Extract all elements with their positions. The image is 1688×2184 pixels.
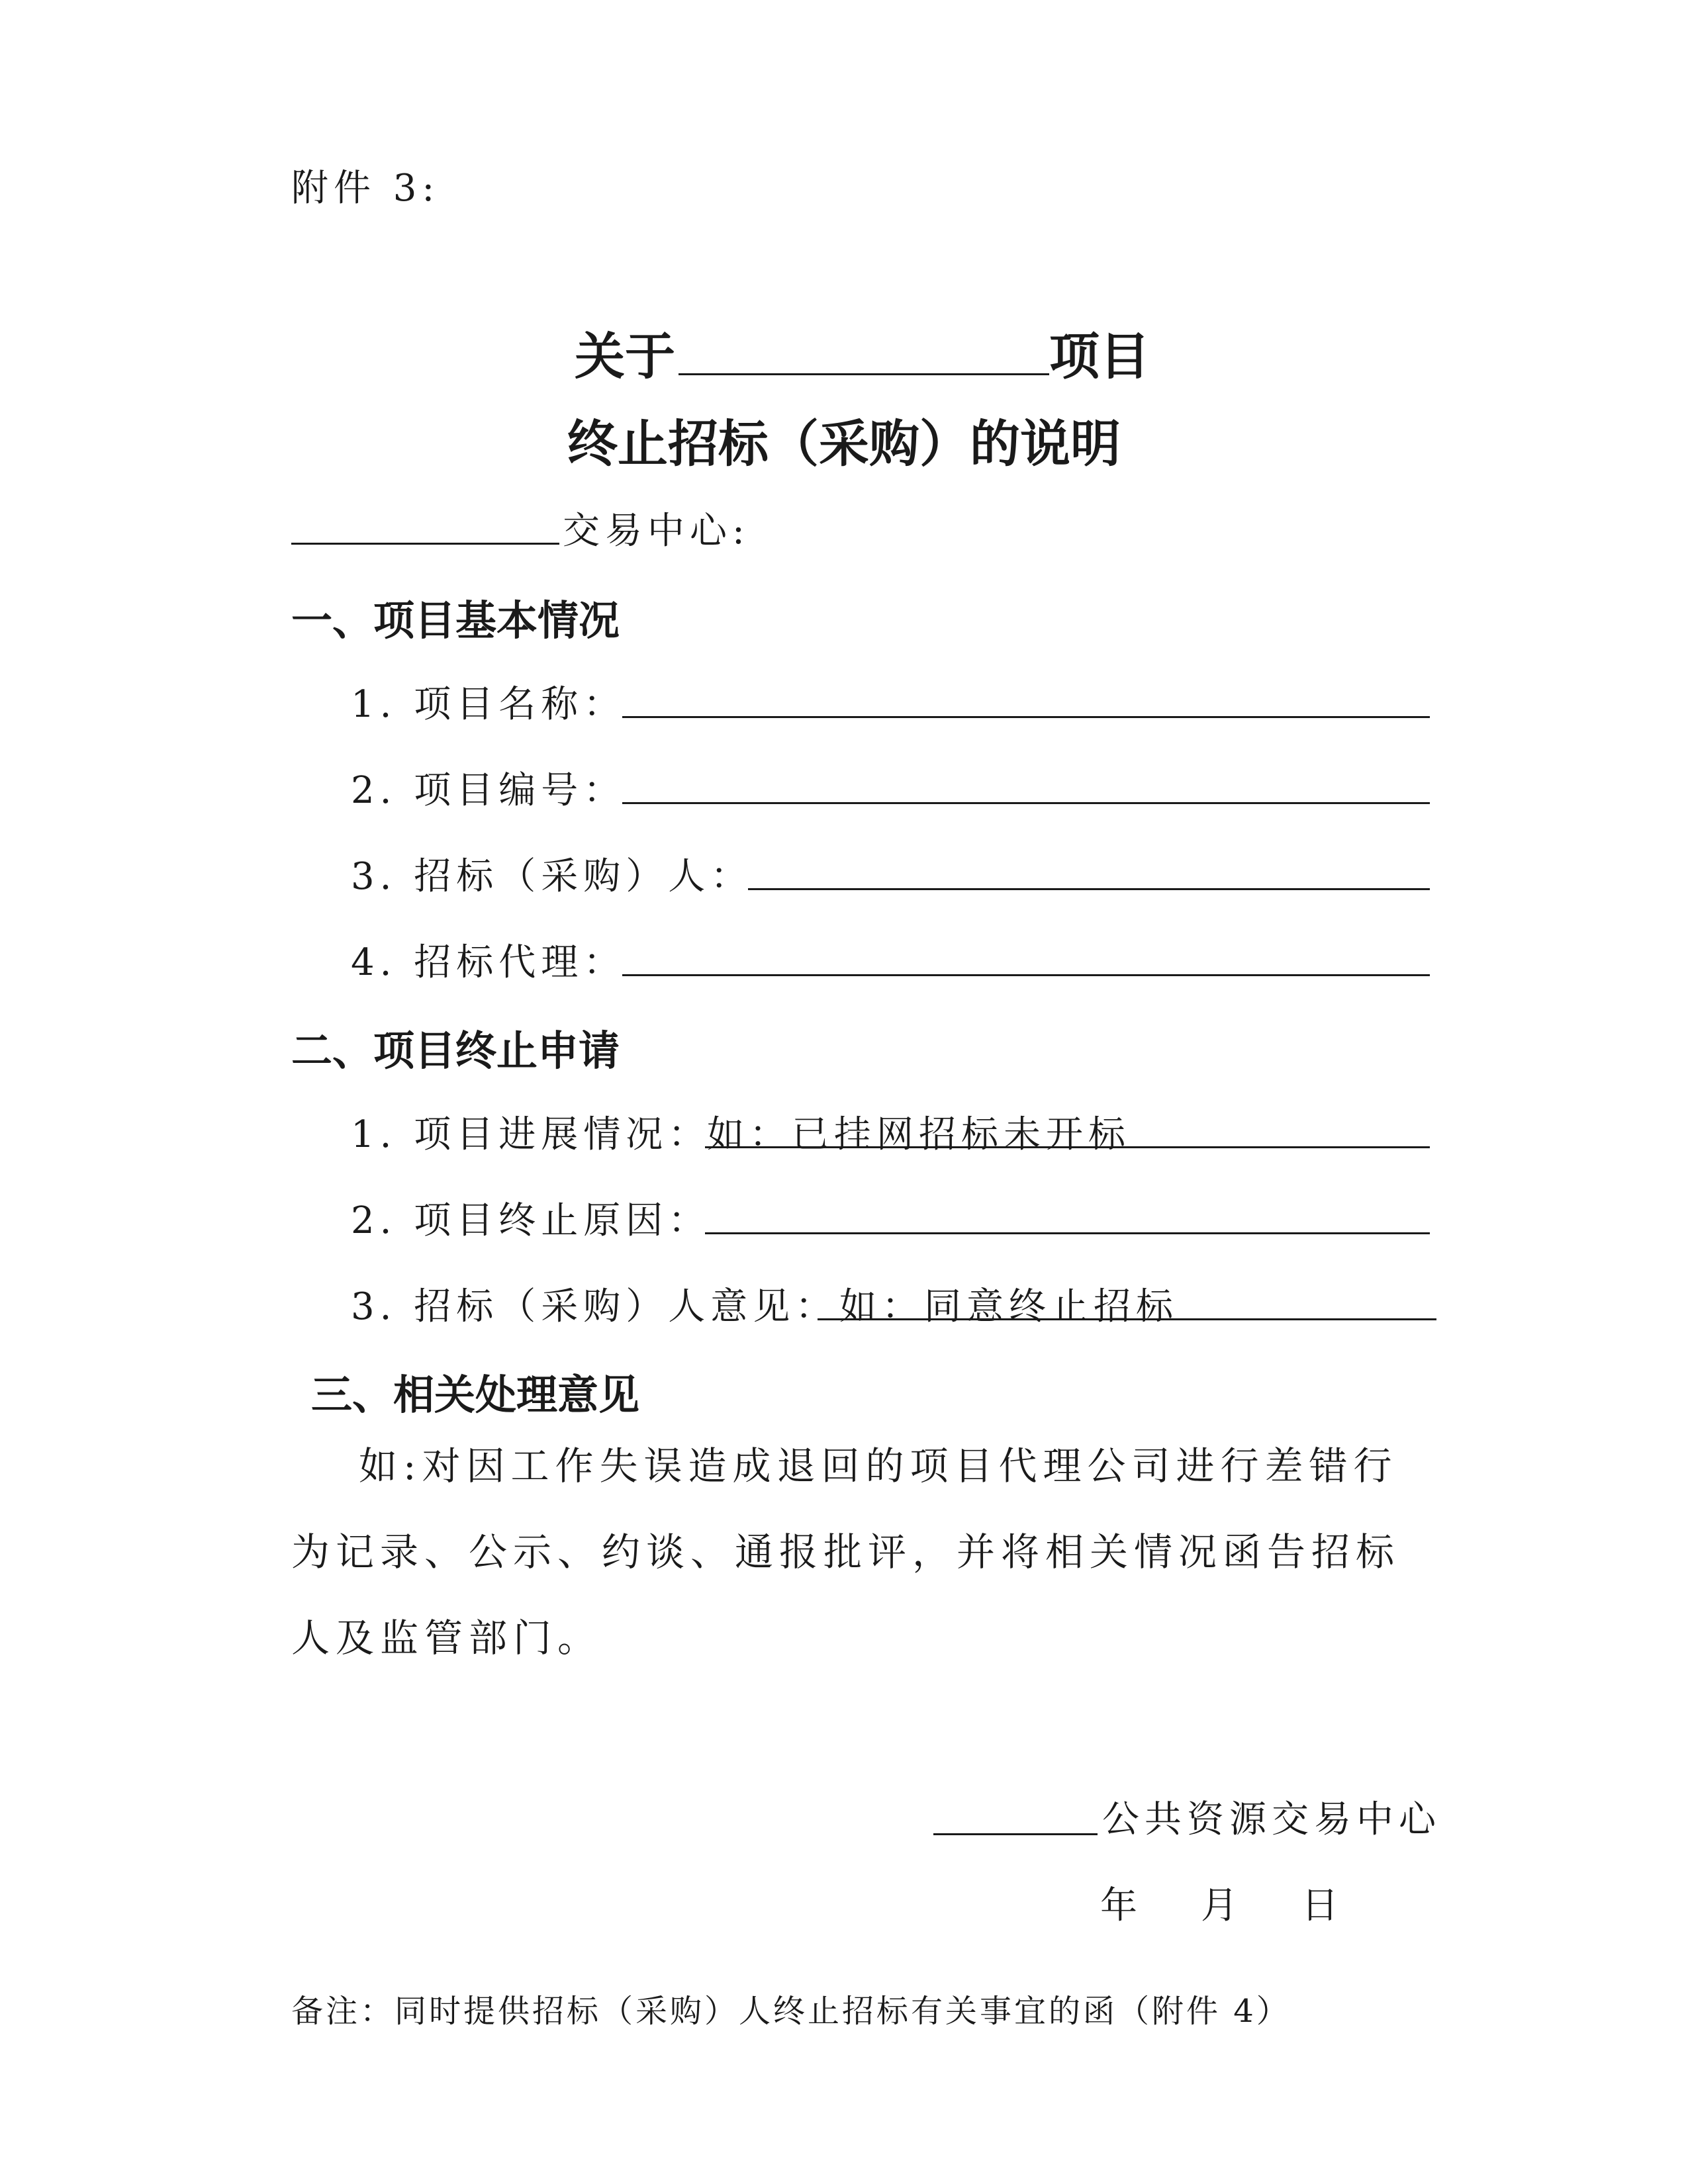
project-number-line bbox=[622, 802, 1430, 804]
opinion-line bbox=[818, 1318, 1436, 1320]
title-line2: 终止招标（采购）的说明 bbox=[567, 414, 1121, 473]
section3-paragraph: 如:对因工作失误造成退回的项目代理公司进行差错行为记录、公示、约谈、通报批评，并将相关情况函告招标人及监管部门。 bbox=[291, 1443, 1401, 1661]
agent-line bbox=[622, 974, 1430, 976]
title-blank-line bbox=[679, 373, 1049, 375]
attachment-label: 附件 3: bbox=[291, 167, 440, 210]
addressee: 交易中心: bbox=[563, 510, 750, 553]
project-name-line bbox=[622, 716, 1430, 718]
title-prefix: 关于 bbox=[575, 327, 675, 386]
project-name-label: 1. 项目名称： bbox=[351, 683, 626, 726]
opinion-value: 如：同意终止招标 bbox=[839, 1285, 1178, 1328]
reason-label: 2. 项目终止原因： bbox=[351, 1199, 711, 1242]
addressee-blank-line bbox=[291, 543, 559, 545]
progress-line bbox=[705, 1146, 1430, 1148]
signature-org: 公共资源交易中心 bbox=[1102, 1798, 1441, 1841]
section3-heading: 三、相关处理意见 bbox=[311, 1371, 640, 1419]
section2-heading: 二、项目终止申请 bbox=[291, 1026, 620, 1075]
tenderer-line bbox=[748, 888, 1430, 890]
opinion-label: 3. 招标（采购）人意见： bbox=[351, 1285, 838, 1328]
section1-heading: 一、项目基本情况 bbox=[291, 596, 620, 645]
project-number-label: 2. 项目编号： bbox=[351, 769, 626, 812]
footnote: 备注：同时提供招标（采购）人终止招标有关事宜的函（附件 4） bbox=[291, 1993, 1291, 2030]
reason-line bbox=[705, 1232, 1430, 1234]
progress-label: 1. 项目进展情况： bbox=[351, 1113, 711, 1156]
agent-label: 4. 招标代理： bbox=[351, 941, 626, 984]
signature-blank-line bbox=[933, 1833, 1098, 1835]
tenderer-label: 3. 招标（采购）人： bbox=[351, 855, 753, 898]
signature-date: 年 月 日 bbox=[1100, 1884, 1352, 1927]
progress-value: 如：已挂网招标未开标 bbox=[707, 1113, 1131, 1156]
title-suffix: 项目 bbox=[1049, 327, 1150, 386]
